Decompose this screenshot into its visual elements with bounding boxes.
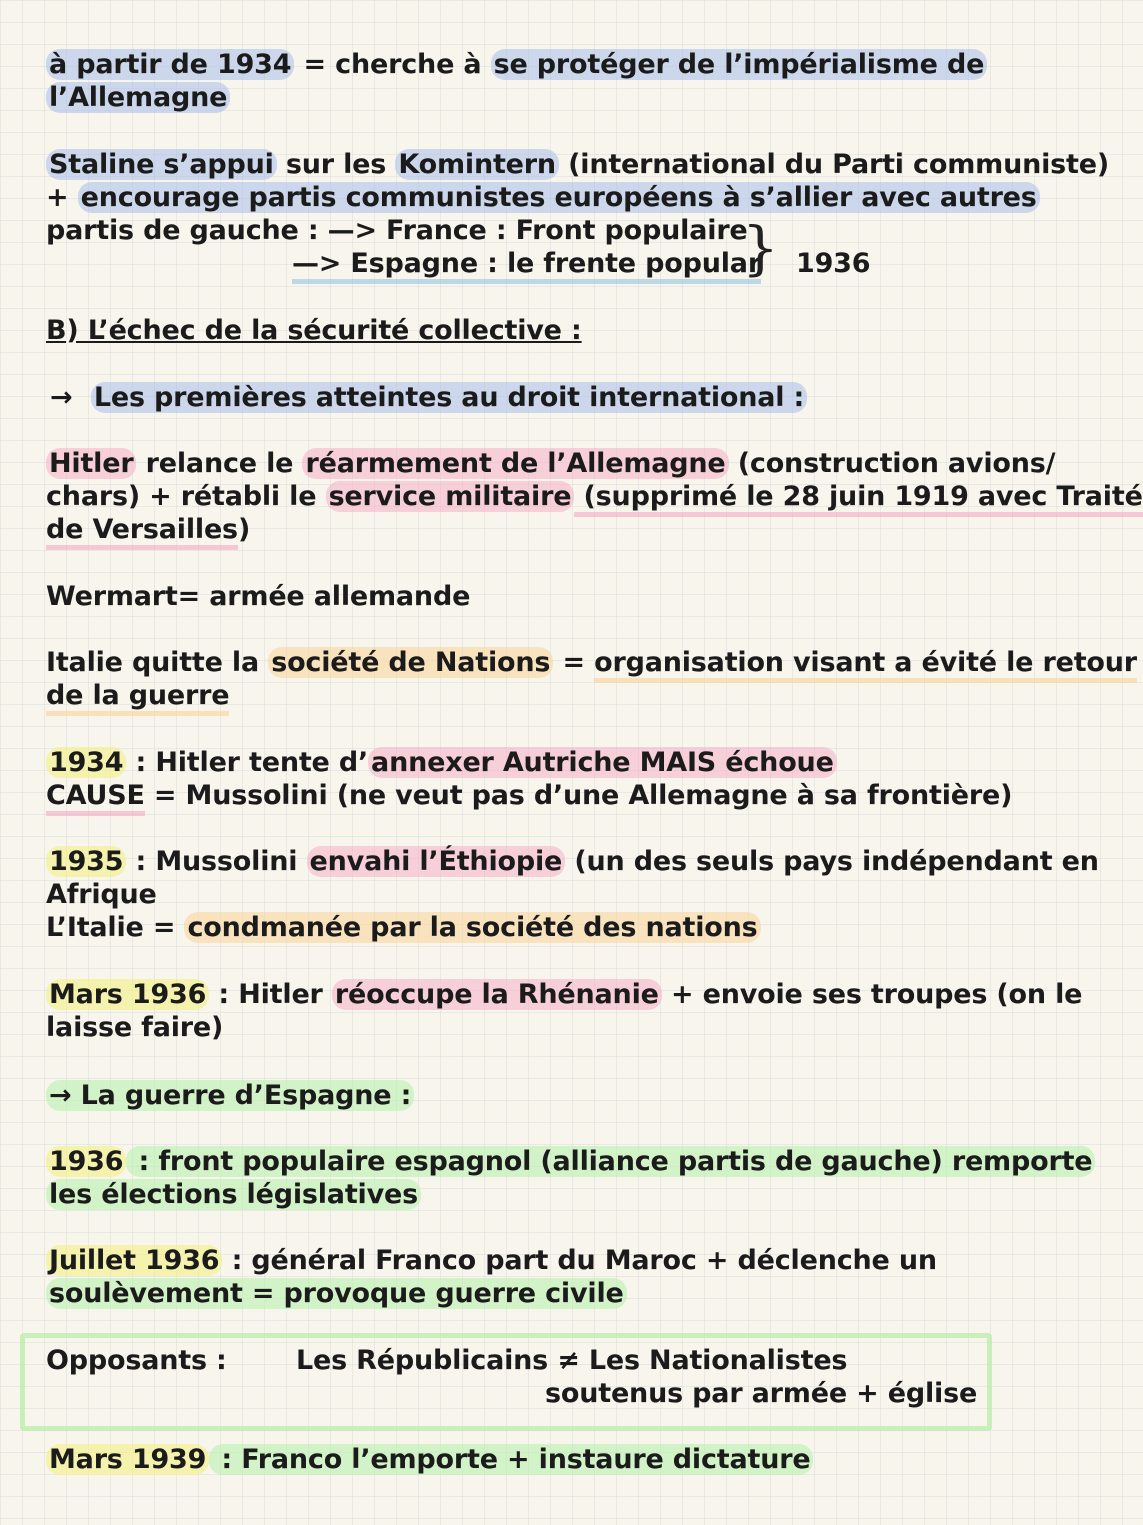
text-line-italie-condamnee: L’Italie = condmanée par la société des nations — [46, 911, 761, 944]
year-1936: 1936 — [796, 248, 871, 279]
opposants-support: soutenus par armée + église — [545, 1378, 978, 1409]
text-line-mars-1939: Mars 1939 : Franco l’emporte + instaure dictature — [46, 1443, 813, 1476]
text-line-1934-autriche: 1934 : Hitler tente d’ annexer Autriche MAIS échoue — [46, 746, 837, 779]
arrow-right-icon: → — [50, 382, 73, 413]
text-line-elections: les élections législatives — [46, 1178, 421, 1211]
text-line-partis-gauche: partis de gauche : —> France : Front populaire — [46, 215, 748, 246]
text-line-1936-front-populaire: 1936 : front populaire espagnol (alliance partis de gauche) remporte — [46, 1145, 1095, 1178]
text-line-mars-1936: Mars 1936 : Hitler réoccupe la Rhénanie + envoie ses troupes (on le — [46, 978, 1082, 1011]
text-line-soulevement: soulèvement = provoque guerre civile — [46, 1277, 627, 1310]
text-line-hitler-rearmement: Hitler relance le réarmement de l’Allemagne (construction avions/ — [46, 447, 1055, 480]
brace-symbol: } — [742, 214, 779, 282]
opposants-label: Opposants : — [46, 1345, 227, 1376]
text-line-staline: Staline s’appui sur les Komintern (international du Parti communiste) — [46, 148, 1109, 181]
section-heading-b: B) L’échec de la sécurité collective : — [46, 315, 582, 346]
text-line-versailles: de Versailles) — [46, 513, 250, 546]
text-line-juillet-1936: Juillet 1936 : général Franco part du Maroc + déclenche un — [46, 1244, 937, 1277]
text-line-guerre: de la guerre — [46, 679, 229, 712]
text-line-cause: CAUSE = Mussolini (ne veut pas d’une Allemagne à sa frontière) — [46, 779, 1012, 812]
text-line-encourage: + encourage partis communistes européens à s’allier avec autres — [46, 181, 1040, 214]
subheading-guerre-espagne: → La guerre d’Espagne : — [46, 1079, 414, 1112]
highlight-1934: à partir de 1934 — [46, 49, 294, 80]
text-line-1934: à partir de 1934 = cherche à se protéger de l’impérialisme de — [46, 48, 987, 81]
text-line-espagne: —> Espagne : le frente popular — [292, 247, 761, 280]
opposants-sides: Les Républicains ≠ Les Nationalistes — [296, 1345, 848, 1376]
text-line-italie-sdn: Italie quitte la société de Nations = organisation visant a évité le retour — [46, 646, 1137, 679]
text-line-afrique: Afrique — [46, 879, 157, 910]
arrow-right-icon: → — [49, 1080, 72, 1111]
text-line-service-militaire: chars) + rétabli le service militaire (supprimé le 28 juin 1919 avec Traité — [46, 480, 1143, 513]
text-line-laisse-faire: laisse faire) — [46, 1012, 224, 1043]
text-line-wermart: Wermart= armée allemande — [46, 581, 471, 612]
text-line-allemagne: l’Allemagne — [46, 81, 230, 114]
text-line-1935-ethiopie: 1935 : Mussolini envahi l’Éthiopie (un des seuls pays indépendant en — [46, 845, 1099, 878]
subheading-premieres-atteintes: → Les premières atteintes au droit international : — [50, 381, 807, 414]
